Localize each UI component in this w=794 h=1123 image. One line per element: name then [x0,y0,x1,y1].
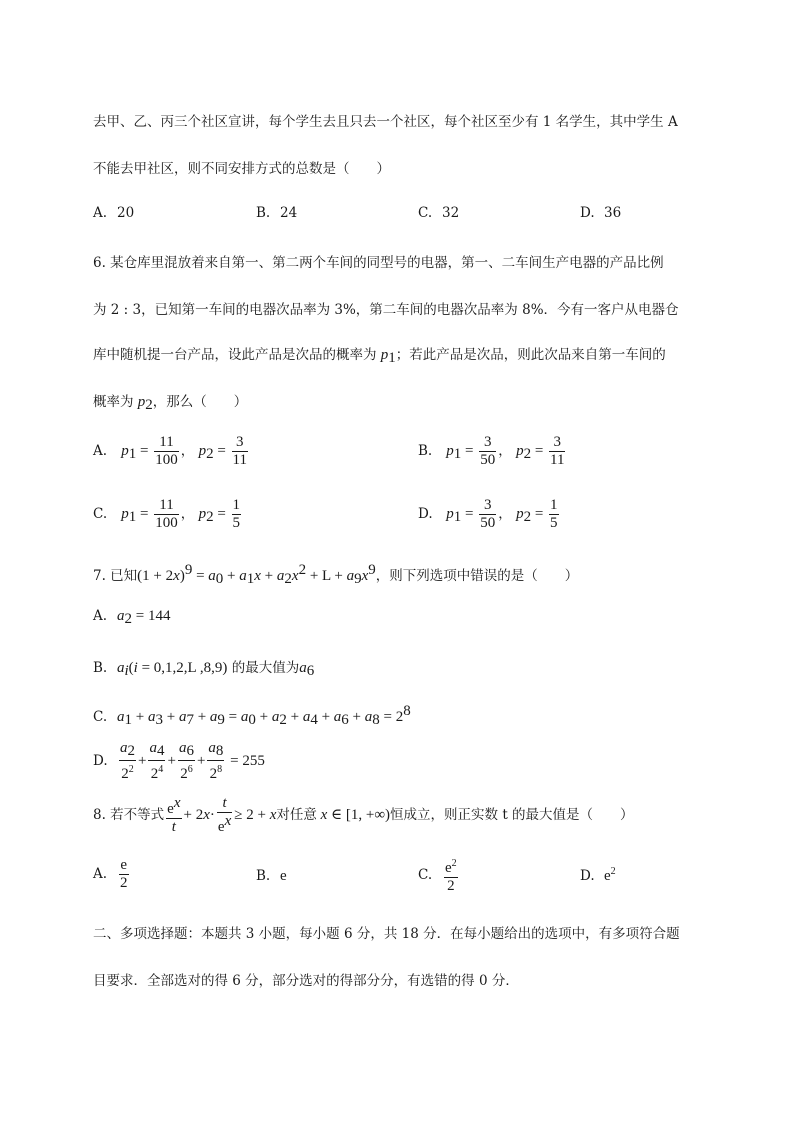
q6-line2: 为 2 : 3，已知第一车间的电器次品率为 3%，第二车间的电器次品率为 8%．今有一客户从电器仓 [93,302,679,318]
q6-option-a: A. $p_1$ = $\frac{11}{100}$ ， $p_2$ = $\frac{3}{11}$ [93,434,247,468]
q8-option-c: C. $\frac{e^2}{2}$ [418,858,457,894]
q5-line2: 不能去甲社区，则不同安排方式的总数是（ ） [93,161,390,177]
q7-option-d: D. $\frac{a_2}{2^2}$ + $\frac{a_4}{2^4}$ + $\frac{a_6}{2^6}$ + $\frac{a_8}{2^8}$ = 255 [93,740,265,782]
q6-option-c: C. $p_1$ = $\frac{11}{100}$ ， $p_2$ = $\frac{1}{5}$ [93,497,241,531]
q5-option-a: A. 20 [93,205,135,221]
q5-option-d: D. 36 [580,205,622,221]
q5-line1: 去甲、乙、丙三个社区宣讲，每个学生去且只去一个社区，每个社区至少有 1 名学生，其中学生 A [93,114,678,130]
q7-stem: 7. 已知$(1 + 2x)^9 = a_0 + a_1x + a_2x^2 + L + a_9x^9$，则下列选项中错误的是（ ） [93,562,579,587]
q8-option-a: A. $\frac{e}{2}$ [93,857,128,891]
q6-line3: 库中随机提一台产品，设此产品是次品的概率为 $p_1$；若此产品是次品，则此次品来自第一车间的 [93,347,666,366]
q7-option-b: B. $a_i(i = 0,1,2,L$ ,8,9) 的最大值为$a_6$ [93,660,315,679]
q8-option-d: D. $e^2$ [580,866,616,884]
q6-option-b: B. $p_1$ = $\frac{3}{50}$ ， $p_2$ = $\frac{3}{11}$ [418,434,565,468]
section2-line2: 目要求．全部选对的得 6 分，部分选对的得部分分，有选错的得 0 分． [93,973,519,989]
section2-line1: 二、多项选择题：本题共 3 小题，每小题 6 分，共 18 分．在每小题给出的选项中，有多项符合题 [93,926,680,942]
q8-option-b: B. e [256,868,287,884]
q6-option-d: D. $p_1$ = $\frac{3}{50}$ ， $p_2$ = $\frac{1}{5}$ [418,497,558,531]
q6-line1: 6. 某仓库里混放着来自第一、第二两个车间的同型号的电器，第一、二车间生产电器的产品比例 [93,255,664,271]
q7-option-c: C. $a_1 + a_3 + a_7 + a_9 = a_0 + a_2 + a_4 + a_6 + a_8 = 2^8$ [93,703,411,728]
q8-stem: 8. 若不等式 $\frac{e^x}{t}$ + 2x· $\frac{t}{e^x}$ ≥ 2 + x对任意 x ∈ [1, +∞)恒成立，则正实数 t 的最大值是（ ） [93,795,634,835]
q5-option-b: B. 24 [256,205,298,221]
q7-option-a: A. $a_2 = 144$ [93,608,171,627]
q6-line4: 概率为 $p_2$，那么（ ） [93,394,248,413]
q5-option-c: C. 32 [418,205,460,221]
